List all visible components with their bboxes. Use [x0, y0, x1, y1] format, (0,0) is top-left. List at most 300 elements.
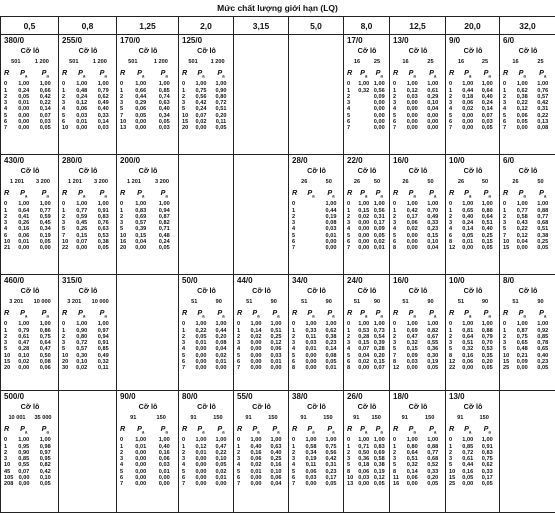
pa-value: 0,87 [516, 327, 528, 334]
column-labels [347, 308, 387, 321]
pa-label [35, 68, 57, 81]
pa-value: 0,82 [39, 462, 51, 469]
pa-value: 0,00 [135, 125, 147, 132]
p-letter: P [137, 68, 142, 77]
lot-size-range [347, 414, 387, 422]
lot-size-min: 3 201 [67, 299, 82, 305]
pa-value: 0,48 [76, 87, 88, 94]
table-cell [117, 391, 179, 513]
r-value: 0 [120, 437, 124, 444]
lot-size-min: 26 [301, 179, 308, 185]
pa-value: 0,75 [325, 443, 337, 450]
lot-size-label: Cỡ lô [357, 402, 377, 411]
r-value: 3 [182, 456, 186, 463]
pa-value: 0,69 [406, 327, 418, 334]
pa-label [458, 308, 478, 321]
lot-size-min: 26 [457, 179, 465, 185]
pa-value: 0,00 [406, 125, 418, 132]
pa-value: 0,00 [406, 118, 418, 125]
pa-value: 0,40 [158, 443, 170, 450]
a-subscript: a [433, 429, 437, 435]
pa-label [129, 188, 153, 201]
pa-value: 0,09 [373, 226, 385, 233]
r-value: 10 [62, 352, 69, 359]
sampling-plan [446, 275, 499, 371]
pa-value: 0,33 [97, 112, 109, 119]
table-cell [1, 155, 59, 275]
pa-value: 0,05 [18, 93, 30, 100]
lot-size-label: Cỡ lô [78, 286, 98, 295]
pa-label [35, 424, 57, 437]
p-letter: P [307, 424, 313, 433]
pa-value: 0,05 [427, 481, 439, 488]
pa-value: 0,15 [76, 232, 88, 239]
pa-value: 0,47 [39, 346, 51, 353]
lot-size-max: 25 [373, 59, 381, 65]
r-value: 0 [4, 321, 8, 328]
pa-value: 1,00 [97, 201, 109, 208]
pa-value: 0,95 [18, 443, 30, 450]
pa-value: 0,74 [158, 93, 170, 100]
pa-value: 0,52 [427, 462, 439, 469]
r-value: 2 [237, 449, 241, 456]
pa-label [153, 68, 177, 81]
pa-value: 0,70 [481, 340, 493, 347]
r-value: 0 [120, 81, 124, 88]
r-value: 0 [182, 321, 186, 328]
pa-label [372, 424, 388, 437]
pa-value: 1,00 [358, 201, 370, 208]
pa-value: 0,05 [537, 245, 549, 252]
p-letter: P [464, 424, 469, 433]
r-value: 13 [347, 481, 354, 488]
r-value: 2 [347, 333, 351, 340]
pa-value: 0,00 [195, 462, 207, 469]
p-letter: P [20, 68, 25, 77]
lot-size-max: 90 [537, 299, 544, 305]
pa-value: 0,02 [250, 333, 262, 340]
pa-value: 0,05 [516, 118, 528, 125]
pa-value: 0,01 [373, 245, 385, 252]
pa-value: 0,00 [18, 245, 30, 252]
pa-value: 0,00 [195, 358, 207, 365]
r-value: 3 [503, 340, 507, 347]
sampling-plan [59, 35, 116, 131]
column-labels [4, 188, 56, 201]
pa-value: 0,14 [481, 106, 493, 113]
r-value: 4 [292, 226, 296, 233]
pa-value: 0,15 [406, 346, 418, 353]
table-cell [289, 275, 344, 391]
r-value: 2 [4, 93, 8, 100]
r-value: 1 [62, 207, 66, 214]
table-row [1, 275, 555, 391]
r-value: 2 [120, 213, 124, 220]
pa-value: 0,00 [358, 238, 370, 245]
plan-code: 17/0 [347, 36, 363, 45]
p-letter: P [78, 68, 83, 77]
r-value: 3 [182, 340, 186, 347]
pa-value: 0,79 [481, 333, 493, 340]
r-value: 3 [347, 220, 351, 227]
pa-value: 0,07 [373, 365, 385, 372]
pa-value: 0,50 [358, 449, 370, 456]
pa-value: 0,00 [325, 238, 337, 245]
pa-value: 0,51 [406, 456, 418, 463]
r-label: R [182, 308, 188, 317]
pa-label [266, 308, 286, 321]
r-value: 10 [62, 238, 69, 245]
p-letter: P [272, 308, 278, 317]
r-value: 6 [292, 474, 296, 481]
lot-size-range [4, 298, 56, 306]
value-rows [4, 201, 56, 251]
r-value: 8 [347, 468, 351, 475]
r-value: 15 [182, 118, 189, 125]
pa-value: 0,24 [195, 106, 207, 113]
pa-value: 0,31 [325, 462, 337, 469]
pa-value: 0,14 [39, 106, 51, 113]
r-value: 3 [182, 100, 186, 107]
r-value: 1 [4, 327, 8, 334]
pa-value: 0,38 [516, 93, 528, 100]
pa-value: 0,42 [39, 93, 51, 100]
table-cell [117, 35, 179, 155]
pa-value: 0,56 [373, 207, 385, 214]
pa-value: 0,36 [427, 346, 439, 353]
r-value: 2 [393, 93, 397, 100]
r-value: 1 [503, 207, 507, 214]
r-value: 4 [393, 226, 397, 233]
sampling-plan [117, 391, 178, 487]
pa-label [458, 188, 478, 201]
pa-value: 0,28 [373, 346, 385, 353]
pa-value: 0,00 [305, 481, 317, 488]
lot-size-range [4, 58, 56, 66]
pa-value: 0,16 [270, 462, 282, 469]
r-label: R [347, 308, 353, 317]
column-header: 0,8 [59, 17, 117, 35]
r-value: 6 [182, 474, 186, 481]
pa-label [478, 188, 498, 201]
lq-table [0, 16, 555, 513]
pa-value: 0,68 [427, 456, 439, 463]
lot-size-label: Cỡ lô [197, 46, 216, 55]
p-letter: P [327, 188, 333, 197]
pa-value: 0,75 [39, 333, 51, 340]
pa-value: 0,25 [481, 232, 493, 239]
pa-value: 1,00 [427, 437, 439, 444]
pa-value: 0,05 [481, 365, 493, 372]
table-cell [344, 275, 390, 391]
r-value: 5 [120, 106, 124, 113]
r-value: 105 [4, 474, 14, 481]
r-value: 6 [292, 238, 296, 245]
pa-value: 1,00 [215, 437, 227, 444]
pa-value: 0,23 [325, 468, 337, 475]
pa-value: 0,41 [18, 213, 30, 220]
pa-value: 0,81 [462, 327, 474, 334]
column-labels [347, 68, 387, 81]
pa-value: 0,00 [195, 352, 207, 359]
pa-value: 0,91 [97, 340, 109, 347]
table-cell [59, 275, 117, 391]
pa-value: 0,01 [195, 340, 207, 347]
r-value: 1 [449, 207, 453, 214]
pa-label [533, 308, 554, 321]
pa-value: 0,38 [97, 238, 109, 245]
plan-code: 13/0 [449, 392, 465, 401]
pa-value: 1,00 [516, 201, 528, 208]
pa-value: 1,00 [195, 321, 207, 328]
column-labels [347, 188, 387, 201]
a-subscript: a [364, 73, 368, 79]
lot-size-max: 25 [427, 59, 434, 65]
pa-value: 0,00 [358, 232, 370, 239]
table-cell [390, 275, 446, 391]
r-value: 2 [62, 333, 66, 340]
pa-value: 0,20 [427, 474, 439, 481]
pa-value: 0,00 [406, 100, 418, 107]
a-subscript: a [543, 193, 547, 199]
pa-label [478, 308, 498, 321]
lot-size-max: 10 000 [33, 299, 51, 305]
r-value: 10 [62, 125, 69, 132]
r-value: 3 [347, 100, 351, 107]
column-labels [237, 308, 286, 321]
lot-size-label: Cỡ lô [518, 286, 538, 295]
a-subscript: a [468, 193, 472, 199]
pa-value: 0,77 [516, 207, 528, 214]
pa-value: 0,65 [462, 207, 474, 214]
lot-size-range [292, 298, 341, 306]
r-value: 6 [503, 118, 507, 125]
r-value: 3 [120, 220, 124, 227]
table-cell [500, 275, 555, 391]
pa-value: 0,63 [270, 443, 282, 450]
value-rows [62, 81, 114, 131]
r-value: 5 [347, 112, 351, 119]
lot-size-max: 50 [427, 179, 434, 185]
pa-value: 0,85 [537, 333, 549, 340]
r-label: R [503, 68, 509, 77]
pa-value: 0,88 [427, 443, 439, 450]
lot-size-min: 91 [457, 415, 464, 421]
value-rows [347, 321, 387, 371]
pa-value: 0,00 [358, 365, 370, 372]
r-value: 0 [4, 81, 8, 88]
column-labels [62, 308, 114, 321]
r-value: 6 [120, 474, 124, 481]
lot-size-label: Cỡ lô [20, 402, 40, 411]
pa-value: 1,00 [373, 201, 385, 208]
r-value: 1 [449, 87, 453, 94]
pa-value: 1,00 [305, 437, 317, 444]
column-labels [292, 424, 341, 437]
pa-value: 0,00 [373, 125, 385, 132]
pa-value: 0,42 [195, 100, 207, 107]
pa-value: 0,12 [406, 87, 418, 94]
lot-size-range [503, 178, 553, 186]
pa-value: 0,12 [76, 100, 88, 107]
r-value: 1 [393, 207, 397, 214]
r-value: 2 [449, 213, 453, 220]
lot-size-label: Cỡ lô [138, 402, 158, 411]
pa-value: 1,00 [373, 437, 385, 444]
pa-value: 0,70 [427, 207, 439, 214]
plan-code: 38/0 [292, 392, 308, 401]
pa-value: 0,61 [18, 333, 30, 340]
pa-value: 0,44 [135, 93, 147, 100]
pa-value: 0,76 [97, 220, 109, 227]
pa-value: 0,00 [358, 226, 370, 233]
pa-value: 0,05 [97, 245, 109, 252]
r-value: 4 [347, 106, 351, 113]
r-value: 0 [347, 437, 351, 444]
pa-value: 0,40 [462, 213, 474, 220]
r-value: 5 [182, 468, 186, 475]
r-value: 7 [120, 481, 124, 488]
plan-code: 55/0 [237, 392, 253, 401]
pa-value: 0,40 [481, 226, 493, 233]
value-rows [449, 201, 497, 251]
lot-size-label: Cỡ lô [197, 402, 216, 411]
r-label: R [347, 424, 353, 433]
pa-value: 0,13 [537, 118, 549, 125]
pa-value: 0,08 [325, 220, 337, 227]
r-value: 6 [347, 238, 351, 245]
pa-value: 0,06 [39, 365, 51, 372]
table-cell [344, 155, 390, 275]
sampling-plan [234, 275, 288, 371]
r-value: 5 [449, 462, 453, 469]
pa-label [246, 308, 266, 321]
pa-value: 0,65 [537, 346, 549, 353]
value-row [393, 245, 443, 251]
p-letter: P [360, 424, 365, 433]
pa-value: 1,00 [427, 81, 439, 88]
pa-label [191, 424, 211, 437]
a-subscript: a [488, 73, 491, 79]
column-labels [4, 424, 56, 437]
r-value: 12 [393, 365, 400, 372]
a-subscript: a [277, 313, 280, 319]
pa-value: 0,32 [406, 462, 418, 469]
header-row [1, 17, 555, 35]
pa-value: 0,31 [373, 213, 385, 220]
pa-label [321, 308, 341, 321]
pa-value: 0,05 [325, 358, 337, 365]
pa-value: 0,00 [462, 125, 474, 132]
pa-value: 0,07 [76, 238, 88, 245]
pa-value: 0,03 [39, 118, 51, 125]
pa-value: 0,00 [195, 346, 207, 353]
r-value: 6 [292, 358, 296, 365]
p-letter: P [518, 308, 524, 317]
a-subscript: a [165, 73, 168, 79]
a-subscript: a [523, 313, 526, 319]
plan-code: 200/0 [120, 156, 141, 165]
pa-value: 1,00 [373, 81, 385, 88]
pa-value: 0,04 [135, 238, 147, 245]
r-value: 8 [393, 358, 397, 365]
r-value: 5 [62, 346, 66, 353]
table-cell [1, 35, 59, 155]
sampling-plan [446, 155, 499, 251]
r-label: R [4, 424, 10, 433]
pa-value: 0,29 [427, 93, 439, 100]
value-rows [62, 201, 114, 251]
r-value: 2 [4, 213, 8, 220]
sampling-plan [344, 275, 389, 371]
r-value: 15 [503, 358, 510, 365]
pa-value: 0,25 [537, 238, 549, 245]
column-labels [120, 424, 176, 437]
pa-value: 0,54 [373, 333, 385, 340]
r-value: 6 [393, 118, 397, 125]
a-subscript: a [141, 429, 145, 435]
pa-value: 0,25 [270, 333, 282, 340]
p-letter: P [20, 188, 25, 197]
table-cell [179, 155, 234, 275]
r-value: 0 [347, 321, 351, 328]
pa-value: 0,51 [537, 226, 549, 233]
pa-value: 0,00 [462, 245, 474, 252]
pa-value: 0,06 [516, 112, 528, 119]
pa-value: 1,00 [158, 201, 170, 208]
r-value: 2 [62, 93, 66, 100]
pa-value: 0,22 [516, 100, 528, 107]
value-row [503, 365, 553, 371]
pa-value: 0,42 [406, 207, 418, 214]
pa-value: 1,00 [481, 81, 493, 88]
p-letter: P [360, 308, 365, 317]
lot-size-min: 501 [188, 59, 198, 65]
pa-value: 0,40 [537, 352, 549, 359]
p-letter: P [197, 68, 203, 77]
pa-label [423, 424, 444, 437]
r-value: 3 [393, 100, 397, 107]
r-value: 7 [347, 125, 351, 132]
a-subscript: a [488, 313, 491, 319]
a-subscript: a [543, 73, 547, 79]
value-rows [449, 321, 497, 371]
a-subscript: a [364, 313, 368, 319]
value-row [347, 245, 387, 251]
r-label: R [120, 424, 126, 433]
pa-value: 0,24 [462, 220, 474, 227]
pa-value: 0,39 [135, 226, 147, 233]
plan-code: 9/0 [449, 36, 461, 45]
pa-value: 0,51 [462, 340, 474, 347]
lot-size-label: Cỡ lô [463, 166, 483, 175]
p-letter: P [483, 68, 489, 77]
r-value: 4 [449, 106, 453, 113]
pa-value: 1,00 [135, 437, 147, 444]
a-subscript: a [543, 313, 547, 319]
pa-value: 0,03 [305, 340, 317, 347]
pa-value: 1,00 [462, 437, 474, 444]
table-cell [289, 35, 344, 155]
r-value: 4 [503, 106, 507, 113]
lot-size-range [182, 414, 231, 422]
sampling-plan [179, 35, 233, 131]
value-row [292, 365, 341, 371]
pa-value: 0,49 [97, 100, 109, 107]
pa-value: 0,20 [373, 352, 385, 359]
lot-size-min: 51 [246, 299, 253, 305]
r-value: 3 [237, 456, 241, 463]
